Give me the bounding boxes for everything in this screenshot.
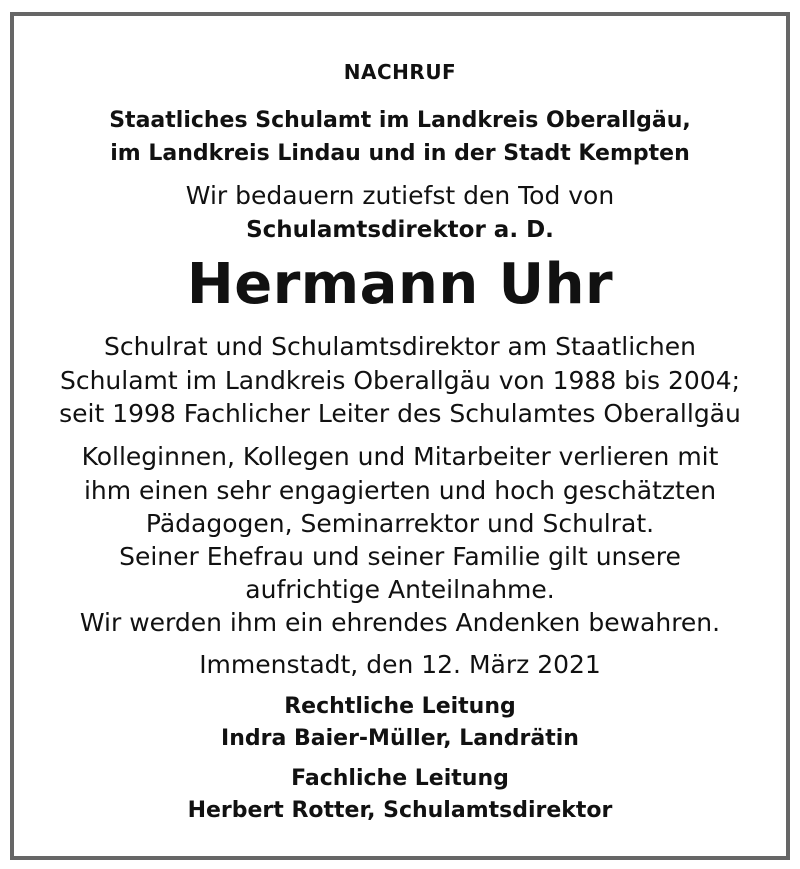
tribute-line-4: Seiner Ehefrau und seiner Familie gilt unsere	[119, 542, 681, 571]
tribute-line-1: Kolleginnen, Kollegen und Mitarbeiter verlieren mit	[81, 442, 719, 471]
career-line-3: seit 1998 Fachlicher Leiter des Schulamtes Oberallgäu	[59, 399, 741, 428]
career-line-2: Schulamt im Landkreis Oberallgäu von 1988 bis 2004;	[59, 366, 741, 395]
rank-title: Schulamtsdirektor a. D.	[246, 217, 554, 243]
signatory-name-1: Indra Baier-Müller, Landrätin	[221, 726, 579, 751]
signatory-role-2: Fachliche Leitung	[291, 766, 509, 791]
tribute-line-3: Pädagogen, Seminarrektor und Schulrat.	[145, 509, 655, 538]
notice-border-frame	[10, 12, 790, 860]
signatory-role-1: Rechtliche Leitung	[284, 694, 516, 719]
intro-text: Wir bedauern zutiefst den Tod von	[185, 181, 615, 210]
tribute-line-2: ihm einen sehr engagierten und hoch geschätzten	[83, 476, 717, 505]
career-line-1: Schulrat und Schulamtsdirektor am Staatlichen	[103, 332, 697, 361]
notice-heading: NACHRUF	[343, 60, 457, 84]
tribute-line-5: aufrichtige Anteilnahme.	[245, 575, 555, 604]
deceased-name: Hermann Uhr	[186, 252, 614, 317]
tribute-line-6: Wir werden ihm ein ehrendes Andenken bewahren.	[79, 608, 721, 637]
place-and-date: Immenstadt, den 12. März 2021	[199, 650, 601, 679]
organization-line-2: im Landkreis Lindau und in der Stadt Kempten	[110, 141, 690, 166]
organization-line-1: Staatliches Schulamt im Landkreis Oberallgäu,	[109, 108, 691, 133]
signatory-name-2: Herbert Rotter, Schulamtsdirektor	[187, 798, 613, 823]
